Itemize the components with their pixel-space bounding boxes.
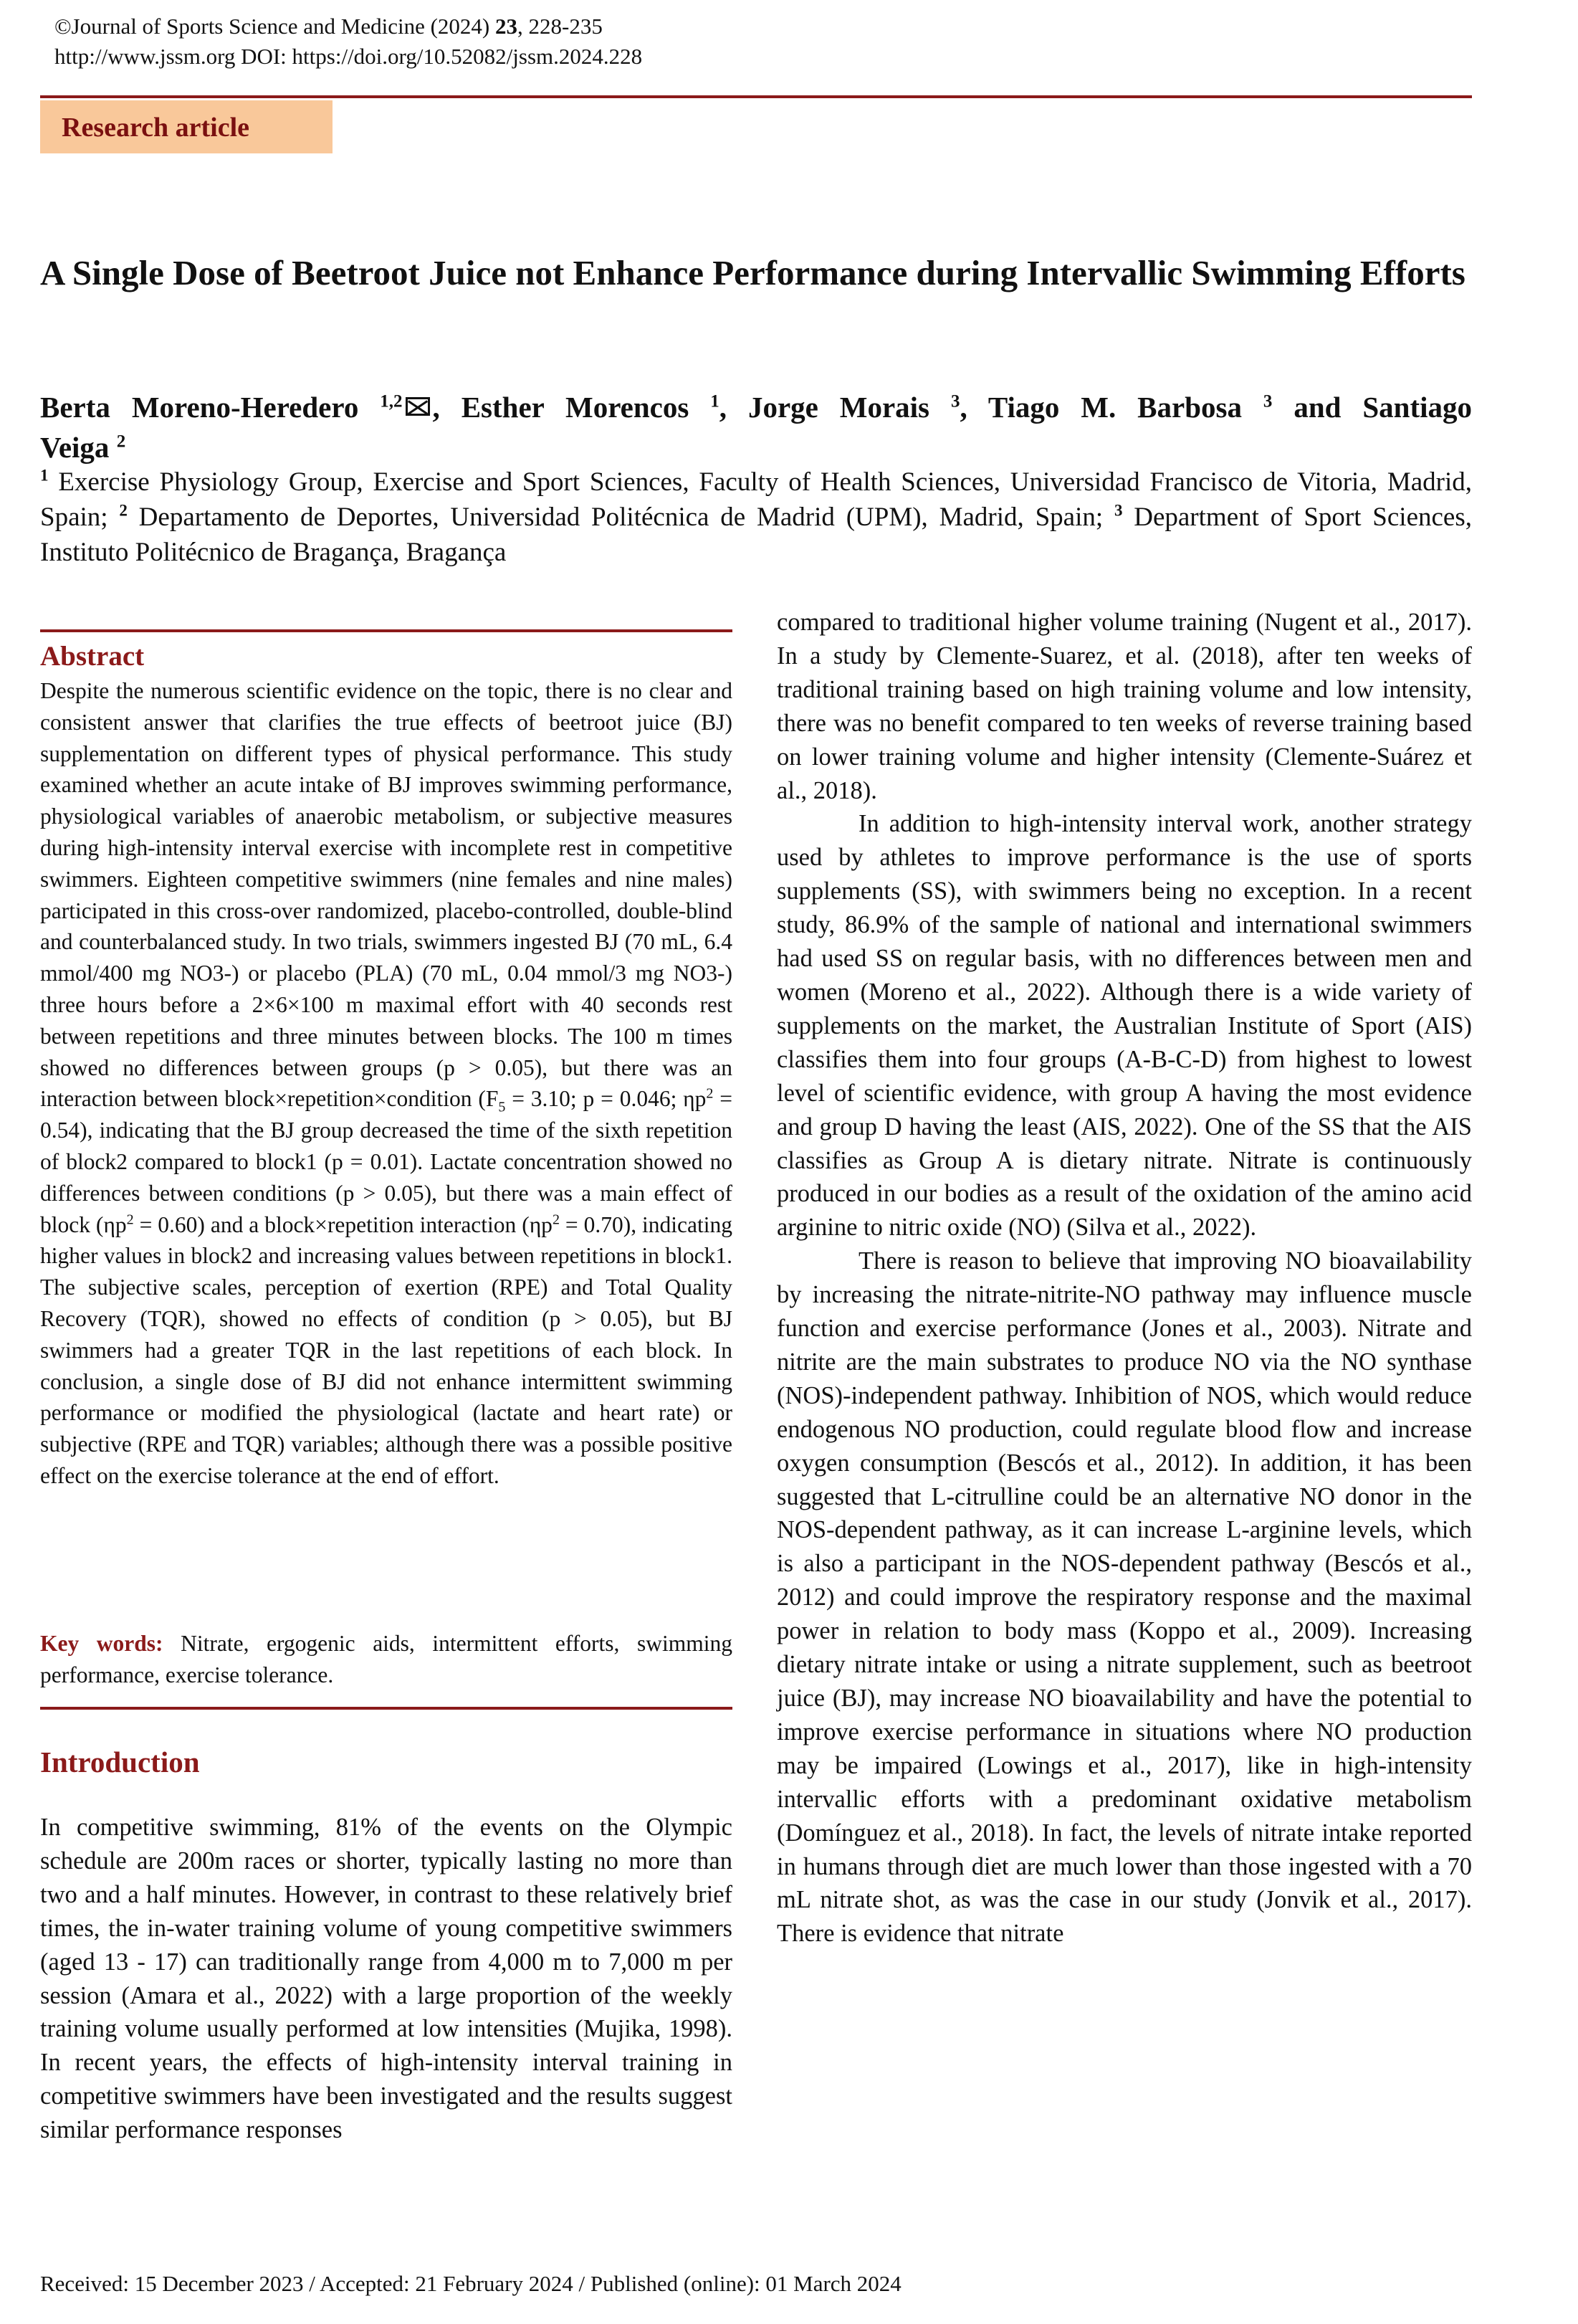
journal-url: http://www.jssm.org DOI: https://doi.org/10.52082/jssm.2024.228 xyxy=(54,44,643,69)
introduction-heading: Introduction xyxy=(40,1746,200,1778)
header-divider xyxy=(40,95,1472,98)
paragraph-continued: compared to traditional higher volume training (Nugent et al., 2017). In a study by Clemente-Suarez, et al. (2018), after ten weeks of traditional training based on high training volume and low intensity, there was no benefit compared to ten weeks of reverse training based on lower training volume and higher intensity (Clemente-Suárez et al., 2018). xyxy=(777,609,1472,804)
publication-dates: Received: 15 December 2023 / Accepted: 21 February 2024 / Published (online): 01 March 2024 xyxy=(40,2271,902,2296)
affiliations: $^1$ Exercise Physiology Group, Exercise and Sport Sciences, Faculty of Health Sciences, Universidad Francisco de Vitoria, Madrid, Spain; $^2$ Departamento de Deportes, Universidad Politécnica de Madrid (UPM), Madrid, Spain; $^3$ Department of Sport Sciences, Instituto Politécnico de Bragança, Bragança xyxy=(40,466,1472,567)
author-list xyxy=(40,387,1472,467)
author-line-2: Veiga $^2$ xyxy=(40,431,126,464)
paper-title: A Single Dose of Beetroot Juice not Enhance Performance during Intervallic Swimming Efforts xyxy=(40,253,1465,292)
author-line-1: Berta Moreno-Heredero $^{1,2}$ , Esther Morencos $^1$, Jorge Morais $^3$, Tiago M. Barbosa $^3$ and Santiago xyxy=(40,391,1472,424)
keywords-bottom-rule xyxy=(40,1707,732,1710)
keywords-text: Nitrate, ergogenic aids, intermittent efforts, swimming performance, exercise tolerance. xyxy=(40,1631,732,1687)
keywords xyxy=(40,1628,732,1691)
journal-header xyxy=(54,11,642,72)
article-type-label: Research article xyxy=(62,113,250,143)
email-icon[interactable] xyxy=(406,397,430,416)
abstract-heading: Abstract xyxy=(40,641,145,672)
abstract-top-rule xyxy=(40,629,732,632)
introduction-text: In competitive swimming, 81% of the events on the Olympic schedule are 200m races or shorter, typically lasting no more than two and a half minutes. However, in contrast to these relatively brief times, the in-water training volume of young competitive swimmers (aged 13 - 17) can traditionally range from 4,000 m to 7,000 m per session (Amara et al., 2022) with a large proportion of the weekly training volume usually performed at low intensities (Mujika, 1998). In recent years, the effects of high-intensity interval training in competitive swimmers have been investigated and the results suggest similar performance responses xyxy=(40,1814,732,2144)
abstract-text: Despite the numerous scientific evidence on the topic, there is no clear and consistent answer that clarifies the true effects of beetroot juice (BJ) supplementation on different types of physical performance. This study examined whether an acute intake of BJ improves swimming performance, physiological variables of anaerobic metabolism, or subjective measures during high-intensity interval exercise with incomplete rest in competitive swimmers. Eighteen competitive swimmers (nine females and nine males) participated in this cross-over randomized, placebo-controlled, double-blind and counterbalanced study. In two trials, swimmers ingested BJ (70 mL, 6.4 mmol/400 mg NO3-) or placebo (PLA) (70 mL, 0.04 mmol/3 mg NO3-) three hours before a 2×6×100 m maximal effort with 40 seconds rest between repetitions and three minutes between blocks. The 100 m times showed no differences between groups (p > 0.05), but there was an interaction between block×repetition×condition ($F_5 = 3.10$; p = 0.046; $\eta p^2 = 0.54$), indicating that the BJ group decreased the time of the sixth repetition of block2 compared to block1 (p = 0.01). Lactate concentration showed no differences between conditions (p > 0.05), but there was a main effect of block $(\eta p^2 = 0.60)$ and a block×repetition interaction $(\eta p^2 = 0.70)$, indicating higher values in block2 and increasing values between repetitions in block1. The subjective scales, perception of exertion (RPE) and Total Quality Recovery (TQR), showed no effects of condition (p > 0.05), but BJ swimmers had a greater TQR in the last repetitions of each block. In conclusion, a single dose of BJ did not enhance intermittent swimming performance or modified the physiological (lactate and heart rate) or subjective (RPE and TQR) variables; although there was a possible positive effect on the exercise tolerance at the end of effort. xyxy=(40,678,732,1488)
journal-citation: ©Journal of Sports Science and Medicine (2024) 23, 228-235 xyxy=(54,14,603,39)
paragraph-supplements: In addition to high-intensity interval work, another strategy used by athletes to improve performance is the use of sports supplements (SS), with swimmers being no exception. In a recent study, 86.9% of the sample of national and international swimmers had used SS on regular basis, with no differences between men and women (Moreno et al., 2022). Although there is a wide variety of supplements on the market, the Australian Institute of Sport (AIS) classifies them into four groups (A-B-C-D) from highest to lowest level of scientific evidence, with group A having the most evidence and group D having the least (AIS, 2022). One of the SS that the AIS classifies as Group A is dietary nitrate. Nitrate is continuously produced in our bodies as a result of the oxidation of the amino acid arginine to nitric oxide (NO) (Silva et al., 2022). xyxy=(777,810,1472,1242)
paragraph-no-bioavailability: There is reason to believe that improving NO bioavailability by increasing the nitrate-nitrite-NO pathway may influence muscle function and exercise performance (Jones et al., 2003). Nitrate and nitrite are the main substrates to produce NO via the NO synthase (NOS)-independent pathway. Inhibition of NOS, which would reduce endogenous NO production, could regulate blood flow and increase oxygen consumption (Bescós et al., 2012). In addition, it has been suggested that L-citrulline could be an alternative NO donor in the NOS-dependent pathway, as it can increase L-arginine levels, which is also a participant in the NOS-dependent pathway (Bescós et al., 2012) and could improve the respiratory response and the maximal power in relation to body mass (Koppo et al., 2009). Increasing dietary nitrate intake or using a nitrate supplement, such as beetroot juice (BJ), may increase NO bioavailability and have the potential to improve exercise performance in situations where NO production may be impaired (Lowings et al., 2017), like in high-intensity intervallic efforts with a predominant oxidative metabolism (Domínguez et al., 2018). In fact, the levels of nitrate intake reported in humans through diet are much lower than those ingested with a 70 mL nitrate shot, as was the case in our study (Jonvik et al., 2017). There is evidence that nitrate xyxy=(777,1247,1472,1948)
journal-volume: 23 xyxy=(495,14,517,39)
keywords-label: Key words: xyxy=(40,1631,163,1656)
right-column-text xyxy=(777,606,1472,1951)
